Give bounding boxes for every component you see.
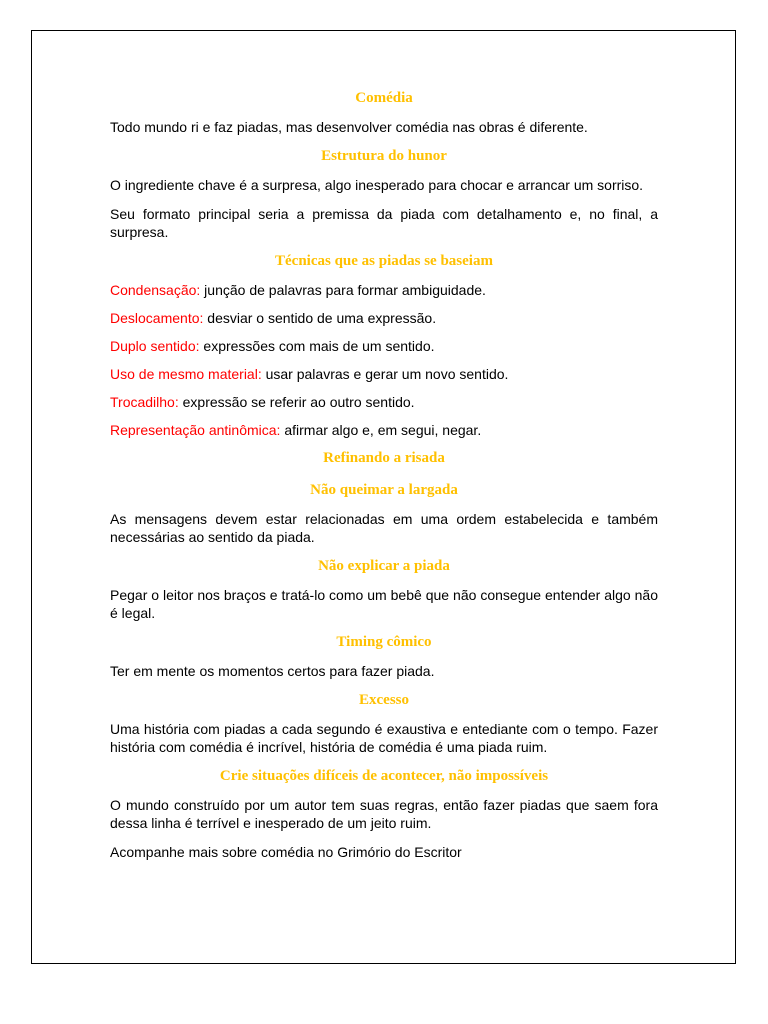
heading-largada: Não queimar a largada [310, 482, 458, 498]
technique-term: Duplo sentido: [110, 338, 200, 354]
paragraph-estrutura-2: Seu formato principal seria a premissa da piada com detalhamento e, no final, a surpresa. [110, 206, 658, 240]
heading-tecnicas: Técnicas que as piadas se baseiam [275, 253, 493, 269]
technique-description: usar palavras e gerar um novo sentido. [261, 366, 509, 382]
heading-refinando: Refinando a risada [323, 450, 445, 466]
heading-situacoes: Crie situações difíceis de acontecer, não impossíveis [219, 768, 549, 784]
paragraph-situacoes: O mundo construído por um autor tem suas regras, então fazer piadas que saem fora dessa linha é terrível e inesperado de um jeito ruim. [110, 797, 658, 831]
heading-comedia: Comédia [355, 90, 413, 106]
technique-description: desviar o sentido de uma expressão. [203, 310, 437, 326]
technique-item [110, 421, 658, 439]
technique-description: expressões com mais de um sentido. [199, 338, 435, 354]
technique-term: Deslocamento: [110, 310, 204, 326]
paragraph-intro: Todo mundo ri e faz piadas, mas desenvolver comédia nas obras é diferente. [110, 119, 588, 135]
technique-term: Representação antinômica: [110, 422, 281, 438]
document-content [110, 89, 658, 861]
technique-item [110, 337, 658, 355]
paragraph-estrutura-1: O ingrediente chave é a surpresa, algo inesperado para chocar e arrancar um sorriso. [110, 177, 644, 193]
technique-item [110, 309, 658, 327]
technique-term: Condensação: [110, 282, 201, 298]
technique-description: junção de palavras para formar ambiguidade. [200, 282, 486, 298]
technique-description: afirmar algo e, em segui, negar. [280, 422, 482, 438]
heading-timing: Timing cômico [336, 634, 432, 650]
technique-term: Uso de mesmo material: [110, 366, 262, 382]
technique-term: Trocadilho: [110, 394, 179, 410]
paragraph-excesso: Uma história com piadas a cada segundo é exaustiva e entediante com o tempo. Fazer história com comédia é incrível, história de comédia é uma piada ruim. [110, 721, 658, 755]
paragraph-explicar: Pegar o leitor nos braços e tratá-lo como um bebê que não consegue entender algo não é legal. [110, 587, 658, 621]
technique-item [110, 365, 658, 383]
technique-description: expressão se referir ao outro sentido. [178, 394, 415, 410]
heading-excesso: Excesso [359, 692, 409, 708]
heading-explicar: Não explicar a piada [318, 558, 450, 574]
paragraph-largada: As mensagens devem estar relacionadas em uma ordem estabelecida e também necessárias ao sentido da piada. [110, 511, 658, 545]
paragraph-timing: Ter em mente os momentos certos para fazer piada. [110, 663, 435, 679]
technique-item [110, 281, 658, 299]
document-page [31, 30, 736, 964]
paragraph-final: Acompanhe mais sobre comédia no Grimório do Escritor [110, 844, 462, 860]
technique-item [110, 393, 658, 411]
heading-estrutura: Estrutura do hunor [321, 148, 447, 164]
